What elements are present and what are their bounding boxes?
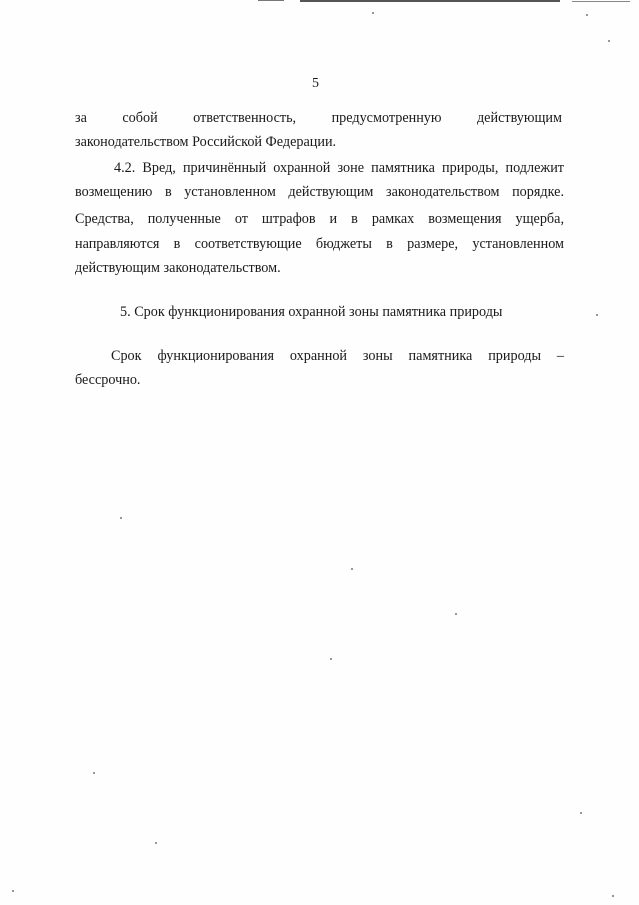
- paragraph-line: 4.2. Вред, причинённый охранной зоне памятника природы, подлежит: [114, 160, 564, 176]
- scan-speck: [596, 314, 598, 316]
- paragraph-line: направляются в соответствующие бюджеты в размере, установленном: [75, 236, 564, 252]
- word: предусмотренную: [331, 110, 442, 126]
- scan-speck: [372, 12, 374, 14]
- paragraph-line: [75, 110, 562, 127]
- paragraph-line: действующим законодательством.: [75, 260, 281, 276]
- paragraph-line: возмещению в установленном действующим законодательством порядке.: [75, 184, 564, 200]
- word: собой: [122, 110, 158, 126]
- word: действующим: [476, 110, 562, 126]
- page-number: 5: [312, 76, 319, 91]
- scan-speck: [455, 613, 457, 615]
- scan-speck: [12, 890, 14, 892]
- scan-speck: [351, 568, 353, 570]
- scan-edge-mark: [572, 1, 630, 2]
- scan-speck: [608, 40, 610, 42]
- scan-speck: [580, 812, 582, 814]
- word: за: [75, 110, 87, 126]
- scan-speck: [155, 842, 157, 844]
- scan-edge-mark: [258, 0, 284, 1]
- scan-edge-mark: [300, 0, 560, 2]
- paragraph-line: законодательством Российской Федерации.: [75, 134, 337, 150]
- scan-speck: [612, 895, 614, 897]
- paragraph-line: Средства, полученные от штрафов и в рамках возмещения ущерба,: [75, 211, 564, 227]
- scan-speck: [120, 517, 122, 519]
- section-heading: 5. Срок функционирования охранной зоны памятника природы: [120, 304, 503, 320]
- word: ответственность,: [193, 110, 297, 126]
- paragraph-line: бессрочно.: [75, 372, 141, 388]
- scan-speck: [330, 658, 332, 660]
- scan-speck: [586, 14, 588, 16]
- paragraph-line: Срок функционирования охранной зоны памятника природы –: [111, 348, 564, 364]
- scan-speck: [93, 772, 95, 774]
